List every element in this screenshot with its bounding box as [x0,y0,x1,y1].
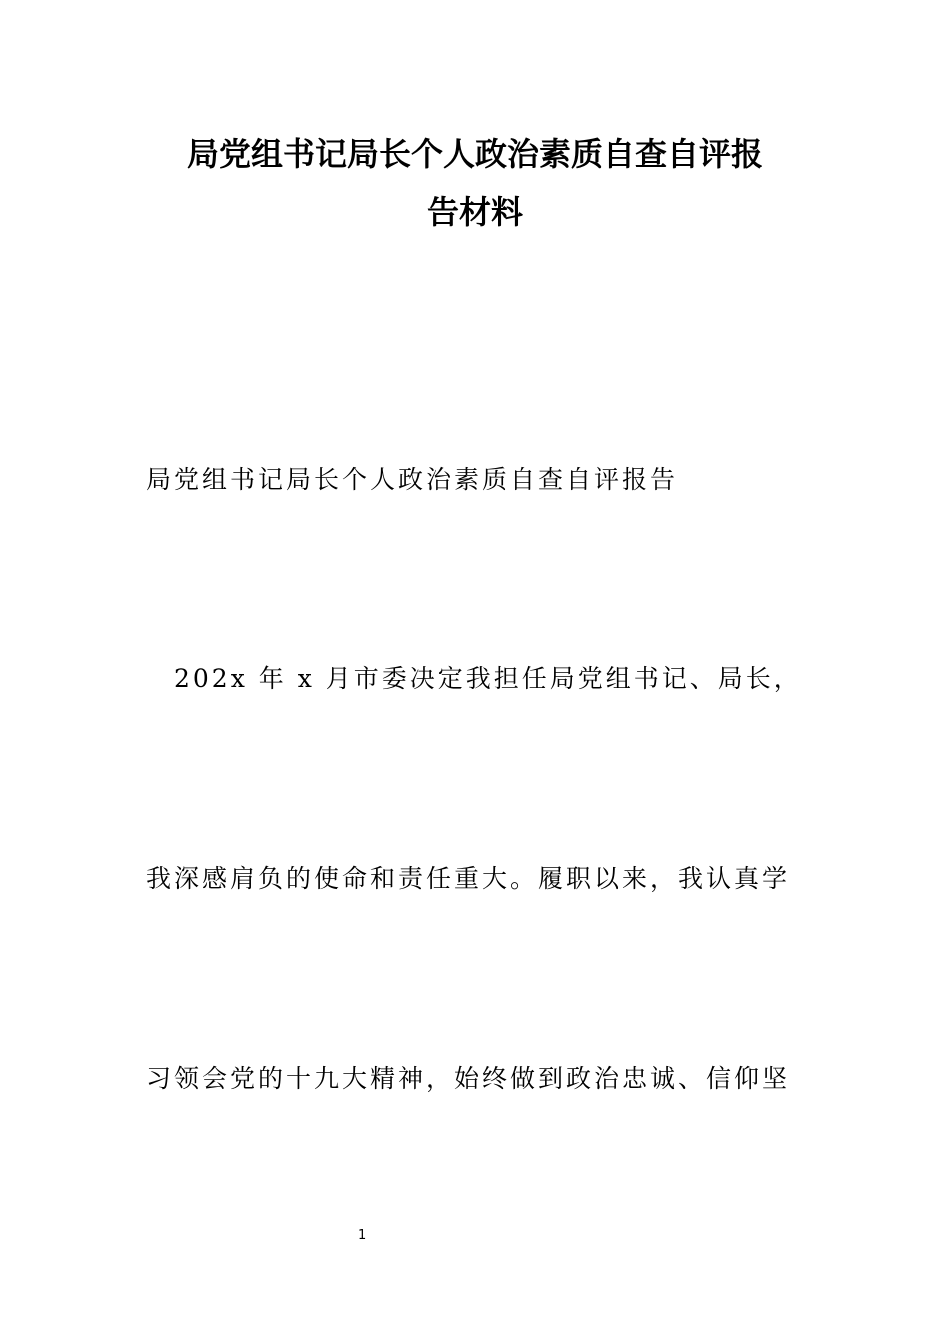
paragraph-line: 202x 年 x 月市委决定我担任局党组书记、局长， [174,664,802,693]
report-heading: 局党组书记局长个人政治素质自查自评报告 [146,465,679,494]
document-title-line-2: 告材料 [426,193,523,231]
page-number: 1 [358,1228,367,1243]
document-title-line-1: 局党组书记局长个人政治素质自查自评报 [186,135,763,173]
paragraph-line: 我深感肩负的使命和责任重大。履职以来，我认真学 [146,864,791,893]
paragraph-line: 习领会党的十九大精神，始终做到政治忠诚、信仰坚 [146,1064,791,1093]
